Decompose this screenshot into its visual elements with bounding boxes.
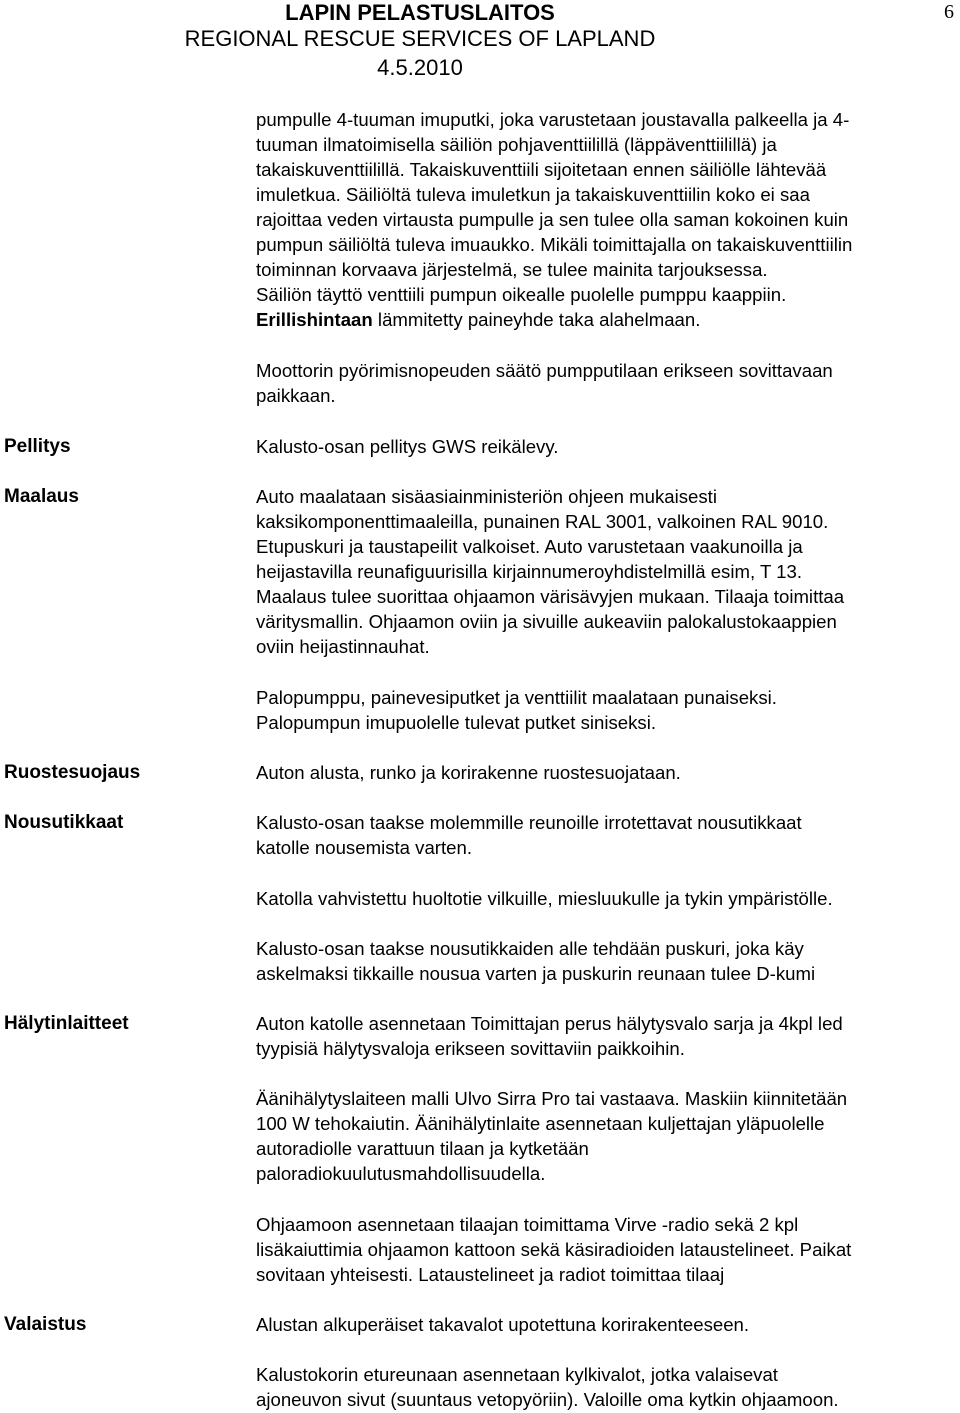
extra-price-label: Erillishintaan — [256, 309, 373, 330]
page-header — [0, 0, 960, 80]
side-lights-line: Kalustokorin etureunaan asennetaan kylkivalot, jotka valaisevat — [256, 1364, 778, 1385]
bumper-line: Kalusto-osan taakse nousutikkaiden alle tehdään puskuri, joka käy — [256, 938, 804, 959]
intro-paragraph — [256, 107, 956, 332]
side-lights-line: ajoneuvon sivut (suuntaus vetopyöriin). Valoille oma kytkin ohjaamoon. — [256, 1389, 839, 1410]
intro-line: toiminnan korvaava järjestelmä, se tulee mainita tarjouksessa. — [256, 259, 768, 280]
intro-line: imuletkua. Säiliöltä tuleva imuletkun ja takaiskuventtiilin koko ei saa — [256, 184, 810, 205]
pump-paint-line: Palopumpun imupuolelle tulevat putket siniseksi. — [256, 712, 656, 733]
ruostesuojaus-line: Auton alusta, runko ja korirakenne ruostesuojataan. — [256, 762, 681, 783]
section-label-halytinlaitteet: Hälytinlaitteet — [4, 1013, 129, 1034]
section-label-nousutikkaat: Nousutikkaat — [4, 812, 124, 833]
intro-extra-line — [256, 307, 956, 332]
intro-line: takaiskuventtiilillä. Takaiskuventtiili sijoitetaan ennen säiliölle lähtevää — [256, 159, 827, 180]
page-number: 6 — [944, 1, 954, 23]
radio-line: lisäkaiuttimia ohjaamon kattoon sekä käsiradioiden lataustelineet. Paikat — [256, 1239, 852, 1260]
intro-line: pumpulle 4-tuuman imuputki, joka varustetaan joustavalla palkeella ja 4- — [256, 109, 850, 130]
maalaus-line: kaksikomponenttimaaleilla, punainen RAL 3001, valkoinen RAL 9010. — [256, 511, 829, 532]
maalaus-line: heijastavilla reunafiguurisilla kirjainnumeroyhdistelmillä esim, T 13. — [256, 561, 803, 582]
maalaus-line: oviin heijastinnauhat. — [256, 636, 430, 657]
motor-line: Moottorin pyörimisnopeuden säätö pumpputilaan erikseen sovittavaan — [256, 360, 833, 381]
intro-line: tuuman ilmatoimisella säiliön pohjaventtiilillä (läppäventtiilillä) ja — [256, 134, 777, 155]
roof-walkway-paragraph — [256, 886, 956, 911]
radio-line: Ohjaamoon asennetaan tilaajan toimittama Virve -radio sekä 2 kpl — [256, 1214, 799, 1235]
motor-line: paikkaan. — [256, 385, 336, 406]
siren-line: 100 W tehokaiutin. Äänihälytinlaite asennetaan kuljettajan yläpuolelle — [256, 1113, 825, 1134]
roof-walkway-line: Katolla vahvistettu huoltotie vilkuille, miesluukulle ja tykin ympäristölle. — [256, 888, 833, 909]
maalaus-line: väritysmallin. Ohjaamon oviin ja sivuille aukeaviin palokalustokaappien — [256, 611, 837, 632]
halytinlaitteet-line: tyypisiä hälytysvaloja erikseen sovittaviin paikkoihin. — [256, 1038, 685, 1059]
halytinlaitteet-paragraph — [256, 1011, 956, 1061]
extra-price-text: lämmitetty paineyhde taka alahelmaan. — [372, 309, 701, 330]
document-date: 4.5.2010 — [377, 55, 463, 80]
siren-line: autoradiolle varattuun tilaan ja kytketään — [256, 1138, 589, 1159]
maalaus-line: Maalaus tulee suorittaa ohjaamon värisävyjen mukaan. Tilaaja toimittaa — [256, 586, 845, 607]
valaistus-paragraph — [256, 1312, 956, 1337]
maalaus-line: Auto maalataan sisäasiainministeriön ohjeen mukaisesti — [256, 486, 717, 507]
section-label-maalaus: Maalaus — [4, 486, 79, 507]
pellitys-line: Kalusto-osan pellitys GWS reikälevy. — [256, 436, 559, 457]
ruostesuojaus-paragraph — [256, 760, 956, 785]
organization-name-en: REGIONAL RESCUE SERVICES OF LAPLAND — [184, 26, 656, 51]
intro-line: rajoittaa veden virtausta pumpulle ja sen tulee olla saman kokoinen kuin — [256, 209, 849, 230]
bumper-paragraph — [256, 936, 956, 986]
intro-line: Säiliön täyttö venttiili pumpun oikealle puolelle pumppu kaappiin. — [256, 284, 787, 305]
pump-paint-line: Palopumppu, painevesiputket ja venttiilit maalataan punaiseksi. — [256, 687, 777, 708]
radio-paragraph — [256, 1212, 956, 1287]
siren-line: Äänihälytyslaiteen malli Ulvo Sirra Pro tai vastaava. Maskiin kiinnitetään — [256, 1088, 848, 1109]
side-lights-paragraph — [256, 1362, 956, 1412]
organization-name-fi: LAPIN PELASTUSLAITOS — [285, 0, 555, 25]
motor-paragraph — [256, 358, 956, 408]
section-label-ruostesuojaus: Ruostesuojaus — [4, 762, 141, 783]
nousutikkaat-line: Kalusto-osan taakse molemmille reunoille irrotettavat nousutikkaat — [256, 812, 802, 833]
nousutikkaat-line: katolle nousemista varten. — [256, 837, 473, 858]
section-label-pellitys: Pellitys — [4, 436, 71, 457]
siren-paragraph — [256, 1086, 956, 1186]
intro-line: pumpun säiliöltä tuleva imuaukko. Mikäli toimittajalla on takaiskuventtiilin — [256, 234, 853, 255]
pump-paint-paragraph — [256, 685, 956, 735]
maalaus-paragraph — [256, 484, 956, 659]
section-label-valaistus: Valaistus — [4, 1314, 87, 1335]
radio-line: sovitaan yhteisesti. Lataustelineet ja radiot toimittaa tilaaj — [256, 1264, 725, 1285]
maalaus-line: Etupuskuri ja taustapeilit valkoiset. Auto varustetaan vaakunoilla ja — [256, 536, 803, 557]
pellitys-paragraph — [256, 434, 956, 459]
siren-line: paloradiokuulutusmahdollisuudella. — [256, 1163, 546, 1184]
nousutikkaat-paragraph — [256, 810, 956, 860]
valaistus-line: Alustan alkuperäiset takavalot upotettuna korirakenteeseen. — [256, 1314, 750, 1335]
bumper-line: askelmaksi tikkaille nousua varten ja puskurin reunaan tulee D-kumi — [256, 963, 816, 984]
halytinlaitteet-line: Auton katolle asennetaan Toimittajan perus hälytysvalo sarja ja 4kpl led — [256, 1013, 843, 1034]
